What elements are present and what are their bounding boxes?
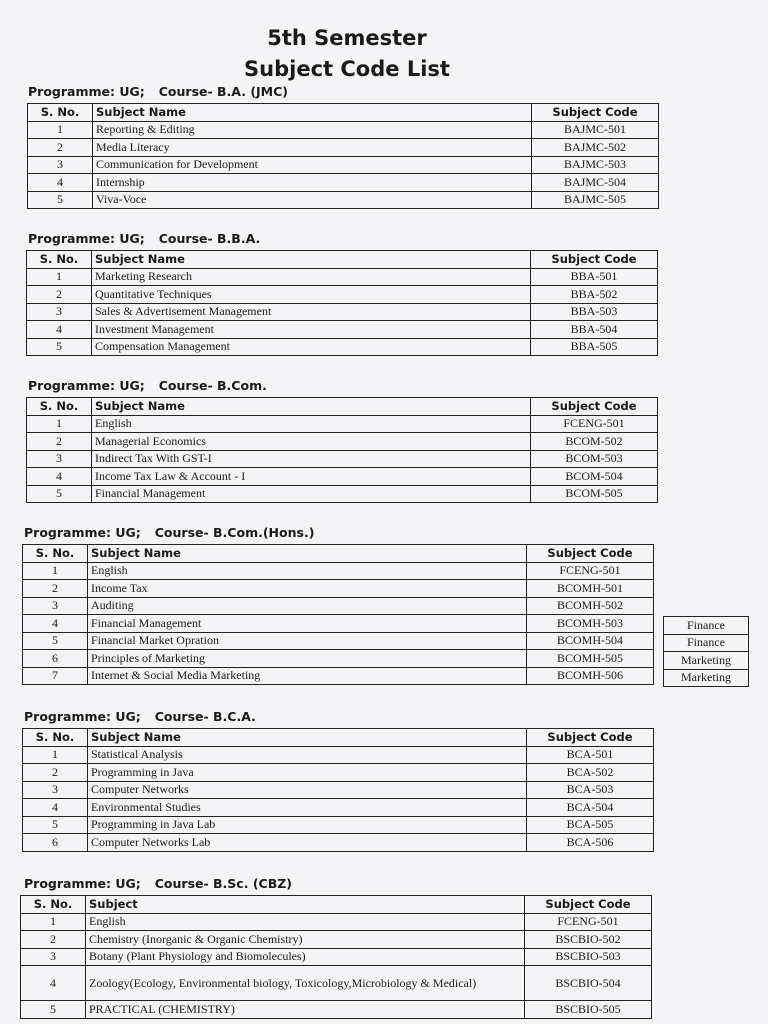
table-row bbox=[27, 286, 658, 304]
programme-heading bbox=[28, 84, 288, 99]
serial-number-cell: 7 bbox=[23, 667, 88, 685]
table-row bbox=[23, 764, 654, 782]
subject-name-header: Subject Name bbox=[93, 104, 532, 122]
subject-name-cell: Compensation Management bbox=[92, 338, 531, 356]
subject-name-header: Subject Name bbox=[88, 729, 527, 747]
subject-name-cell: Marketing Research bbox=[92, 268, 531, 286]
table-row bbox=[23, 781, 654, 799]
subject-code-cell: BSCBIO-503 bbox=[525, 948, 652, 966]
table-row bbox=[28, 156, 659, 174]
subject-code-cell: BAJMC-503 bbox=[532, 156, 659, 174]
subject-code-cell: BCOM-503 bbox=[531, 450, 658, 468]
serial-number-cell: 3 bbox=[28, 156, 93, 174]
serial-number-cell: 1 bbox=[27, 415, 92, 433]
subject-code-cell: BAJMC-504 bbox=[532, 174, 659, 192]
table-row bbox=[23, 632, 654, 650]
subject-code-cell: BBA-502 bbox=[531, 286, 658, 304]
course-label: Course- B.A. (JMC) bbox=[158, 84, 289, 99]
table-row bbox=[23, 650, 654, 668]
subject-name-cell: English bbox=[92, 415, 531, 433]
page-title: 5th Semester bbox=[267, 26, 427, 50]
table-header-row bbox=[27, 251, 658, 269]
programme-label: Programme: UG; bbox=[24, 876, 141, 891]
subject-table bbox=[27, 103, 659, 209]
serial-number-cell: 3 bbox=[27, 303, 92, 321]
specialization-cell: Finance bbox=[664, 634, 749, 652]
serial-number-cell: 4 bbox=[27, 321, 92, 339]
programme-label: Programme: UG; bbox=[28, 378, 145, 393]
subject-code-cell: BCA-501 bbox=[527, 746, 654, 764]
subject-code-cell: FCENG-501 bbox=[531, 415, 658, 433]
subject-code-cell: BCA-504 bbox=[527, 799, 654, 817]
subject-name-cell: Income Tax bbox=[88, 580, 527, 598]
serial-number-cell: 3 bbox=[21, 948, 86, 966]
table-row bbox=[23, 834, 654, 852]
table-row bbox=[27, 415, 658, 433]
serial-number-cell: 5 bbox=[23, 816, 88, 834]
subject-name-cell: Statistical Analysis bbox=[88, 746, 527, 764]
table-row bbox=[27, 485, 658, 503]
subject-code-cell: BCOM-502 bbox=[531, 433, 658, 451]
subject-code-header: Subject Code bbox=[532, 104, 659, 122]
table-row bbox=[21, 1001, 652, 1019]
specialization-cell: Finance bbox=[664, 617, 749, 635]
serial-number-cell: 6 bbox=[23, 650, 88, 668]
programme-heading bbox=[24, 525, 314, 540]
subject-name-cell: Financial Management bbox=[92, 485, 531, 503]
table-row bbox=[21, 966, 652, 1001]
serial-number-cell: 1 bbox=[23, 562, 88, 580]
subject-code-cell: BAJMC-501 bbox=[532, 121, 659, 139]
serial-number-cell: 5 bbox=[23, 632, 88, 650]
programme-heading bbox=[28, 378, 267, 393]
serial-number-cell: 4 bbox=[23, 615, 88, 633]
table-row bbox=[27, 468, 658, 486]
serial-number-cell: 3 bbox=[27, 450, 92, 468]
table-row bbox=[21, 913, 652, 931]
table-header-row bbox=[27, 398, 658, 416]
table-row bbox=[23, 597, 654, 615]
subject-name-cell: Investment Management bbox=[92, 321, 531, 339]
subject-name-header: Subject Name bbox=[88, 545, 527, 563]
course-label: Course- B.B.A. bbox=[158, 231, 261, 246]
programme-label: Programme: UG; bbox=[24, 525, 141, 540]
subject-code-cell: BAJMC-505 bbox=[532, 191, 659, 209]
serial-number-cell: 2 bbox=[21, 931, 86, 949]
subject-code-header: Subject Code bbox=[531, 251, 658, 269]
subject-name-cell: Managerial Economics bbox=[92, 433, 531, 451]
subject-name-cell: Quantitative Techniques bbox=[92, 286, 531, 304]
subject-name-cell: Zoology(Ecology, Environmental biology, Toxicology,Microbiology & Medical) bbox=[86, 966, 525, 1001]
table-row bbox=[23, 615, 654, 633]
subject-code-header: Subject Code bbox=[525, 896, 652, 914]
subject-name-cell: Programming in Java Lab bbox=[88, 816, 527, 834]
table-row bbox=[28, 174, 659, 192]
table-row bbox=[23, 562, 654, 580]
specialization-cell: Marketing bbox=[664, 652, 749, 670]
table-row bbox=[21, 948, 652, 966]
table-row bbox=[27, 268, 658, 286]
serial-number-cell: 5 bbox=[27, 338, 92, 356]
subject-table bbox=[26, 397, 658, 503]
subject-code-cell: FCENG-501 bbox=[527, 562, 654, 580]
table-row bbox=[27, 303, 658, 321]
serial-number-cell: 4 bbox=[23, 799, 88, 817]
serial-number-cell: 2 bbox=[28, 139, 93, 157]
table-header-row bbox=[23, 729, 654, 747]
subject-name-cell: Internship bbox=[93, 174, 532, 192]
subject-code-cell: BBA-504 bbox=[531, 321, 658, 339]
course-label: Course- B.Sc. (CBZ) bbox=[154, 876, 293, 891]
table-row bbox=[28, 121, 659, 139]
serial-number-cell: 1 bbox=[27, 268, 92, 286]
subject-name-cell: Financial Market Opration bbox=[88, 632, 527, 650]
table-header-row bbox=[23, 545, 654, 563]
subject-name-cell: Financial Management bbox=[88, 615, 527, 633]
sno-header: S. No. bbox=[23, 729, 88, 747]
programme-label: Programme: UG; bbox=[28, 84, 145, 99]
sno-header: S. No. bbox=[27, 251, 92, 269]
subject-code-cell: BCA-505 bbox=[527, 816, 654, 834]
subject-code-cell: BBA-505 bbox=[531, 338, 658, 356]
table-row bbox=[23, 580, 654, 598]
sno-header: S. No. bbox=[23, 545, 88, 563]
course-label: Course- B.Com. bbox=[158, 378, 267, 393]
serial-number-cell: 5 bbox=[27, 485, 92, 503]
table-row bbox=[27, 338, 658, 356]
subject-code-cell: BSCBIO-502 bbox=[525, 931, 652, 949]
programme-heading bbox=[24, 876, 292, 891]
subject-code-header: Subject Code bbox=[527, 545, 654, 563]
serial-number-cell: 6 bbox=[23, 834, 88, 852]
sno-header: S. No. bbox=[27, 398, 92, 416]
serial-number-cell: 5 bbox=[28, 191, 93, 209]
serial-number-cell: 4 bbox=[27, 468, 92, 486]
serial-number-cell: 3 bbox=[23, 781, 88, 799]
table-row bbox=[23, 816, 654, 834]
serial-number-cell: 3 bbox=[23, 597, 88, 615]
subject-name-cell: Reporting & Editing bbox=[93, 121, 532, 139]
specialization-table bbox=[663, 616, 749, 687]
subject-name-cell: Computer Networks bbox=[88, 781, 527, 799]
subject-code-cell: BSCBIO-505 bbox=[525, 1001, 652, 1019]
subject-name-cell: Media Literacy bbox=[93, 139, 532, 157]
table-row bbox=[28, 191, 659, 209]
subject-code-cell: BCA-503 bbox=[527, 781, 654, 799]
subject-table bbox=[20, 895, 652, 1019]
subject-name-cell: Sales & Advertisement Management bbox=[92, 303, 531, 321]
table-row bbox=[27, 433, 658, 451]
serial-number-cell: 2 bbox=[27, 433, 92, 451]
subject-name-cell: Income Tax Law & Account - I bbox=[92, 468, 531, 486]
subject-name-header: Subject Name bbox=[92, 251, 531, 269]
specialization-row bbox=[664, 652, 749, 670]
subject-name-cell: PRACTICAL (CHEMISTRY) bbox=[86, 1001, 525, 1019]
subject-code-cell: BCA-502 bbox=[527, 764, 654, 782]
programme-label: Programme: UG; bbox=[28, 231, 145, 246]
subject-table bbox=[26, 250, 658, 356]
subject-code-cell: BCA-506 bbox=[527, 834, 654, 852]
subject-name-cell: Environmental Studies bbox=[88, 799, 527, 817]
subject-name-cell: Computer Networks Lab bbox=[88, 834, 527, 852]
page-subtitle: Subject Code List bbox=[244, 57, 450, 81]
serial-number-cell: 2 bbox=[23, 580, 88, 598]
subject-code-cell: BBA-501 bbox=[531, 268, 658, 286]
serial-number-cell: 4 bbox=[21, 966, 86, 1001]
subject-code-cell: BCOMH-504 bbox=[527, 632, 654, 650]
specialization-cell: Marketing bbox=[664, 669, 749, 687]
subject-code-cell: BCOMH-502 bbox=[527, 597, 654, 615]
subject-code-cell: BCOM-505 bbox=[531, 485, 658, 503]
subject-name-cell: Programming in Java bbox=[88, 764, 527, 782]
subject-name-cell: English bbox=[86, 913, 525, 931]
subject-code-cell: BCOMH-503 bbox=[527, 615, 654, 633]
subject-code-cell: BAJMC-502 bbox=[532, 139, 659, 157]
subject-name-cell: Auditing bbox=[88, 597, 527, 615]
table-header-row bbox=[21, 896, 652, 914]
course-label: Course- B.C.A. bbox=[154, 709, 256, 724]
subject-table bbox=[22, 728, 654, 852]
subject-code-header: Subject Code bbox=[527, 729, 654, 747]
table-header-row bbox=[28, 104, 659, 122]
subject-name-cell: Principles of Marketing bbox=[88, 650, 527, 668]
table-row bbox=[27, 321, 658, 339]
serial-number-cell: 1 bbox=[21, 913, 86, 931]
table-row bbox=[27, 450, 658, 468]
programme-heading bbox=[24, 709, 256, 724]
subject-code-cell: BSCBIO-504 bbox=[525, 966, 652, 1001]
subject-code-cell: BBA-503 bbox=[531, 303, 658, 321]
table-row bbox=[23, 746, 654, 764]
serial-number-cell: 2 bbox=[23, 764, 88, 782]
serial-number-cell: 2 bbox=[27, 286, 92, 304]
serial-number-cell: 4 bbox=[28, 174, 93, 192]
subject-name-cell: Botany (Plant Physiology and Biomolecules) bbox=[86, 948, 525, 966]
subject-code-cell: BCOMH-501 bbox=[527, 580, 654, 598]
specialization-row bbox=[664, 617, 749, 635]
subject-name-header: Subject Name bbox=[92, 398, 531, 416]
programme-heading bbox=[28, 231, 260, 246]
sno-header: S. No. bbox=[21, 896, 86, 914]
subject-code-cell: BCOMH-505 bbox=[527, 650, 654, 668]
sno-header: S. No. bbox=[28, 104, 93, 122]
table-row bbox=[23, 667, 654, 685]
specialization-row bbox=[664, 634, 749, 652]
specialization-row bbox=[664, 669, 749, 687]
subject-name-cell: Indirect Tax With GST-I bbox=[92, 450, 531, 468]
subject-code-cell: BCOMH-506 bbox=[527, 667, 654, 685]
subject-code-cell: FCENG-501 bbox=[525, 913, 652, 931]
table-row bbox=[21, 931, 652, 949]
table-row bbox=[23, 799, 654, 817]
table-row bbox=[28, 139, 659, 157]
serial-number-cell: 5 bbox=[21, 1001, 86, 1019]
programme-label: Programme: UG; bbox=[24, 709, 141, 724]
subject-code-cell: BCOM-504 bbox=[531, 468, 658, 486]
subject-table bbox=[22, 544, 654, 685]
subject-name-cell: English bbox=[88, 562, 527, 580]
subject-name-cell: Chemistry (Inorganic & Organic Chemistry) bbox=[86, 931, 525, 949]
course-label: Course- B.Com.(Hons.) bbox=[154, 525, 315, 540]
subject-name-cell: Viva-Voce bbox=[93, 191, 532, 209]
subject-name-cell: Internet & Social Media Marketing bbox=[88, 667, 527, 685]
subject-code-header: Subject Code bbox=[531, 398, 658, 416]
serial-number-cell: 1 bbox=[28, 121, 93, 139]
serial-number-cell: 1 bbox=[23, 746, 88, 764]
subject-name-cell: Communication for Development bbox=[93, 156, 532, 174]
subject-name-header: Subject bbox=[86, 896, 525, 914]
